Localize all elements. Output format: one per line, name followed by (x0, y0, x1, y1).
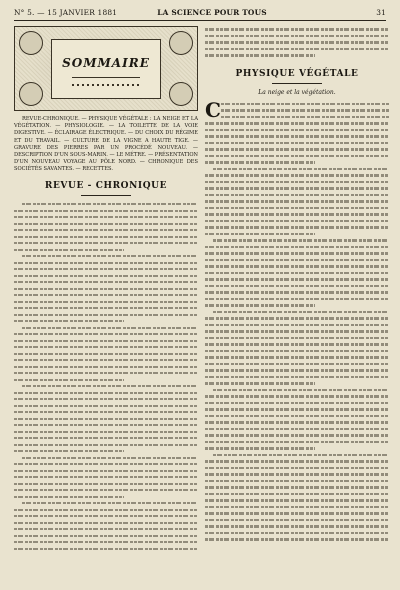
article-continued (205, 26, 389, 59)
right-column (205, 26, 389, 543)
drop-cap: C (205, 97, 221, 122)
sommaire-title: SOMMAIRE (62, 56, 150, 70)
article-first-lines (221, 101, 389, 121)
sommaire-frame (51, 39, 161, 99)
article-body-physique (205, 120, 389, 543)
ornament-corner (169, 82, 193, 106)
ornament-corner (19, 82, 43, 106)
divider (81, 195, 131, 196)
issue-number: N° 5. — 15 JANVIER 1881 (14, 8, 118, 17)
article-opening (205, 97, 389, 122)
divider (272, 83, 322, 84)
ornament-corner (19, 31, 43, 55)
section-title-physique: PHYSIQUE VÉGÉTALE (235, 68, 359, 79)
journal-title: LA SCIENCE POUR TOUS (157, 8, 267, 17)
ornament-corner (169, 31, 193, 55)
section-title-revue: REVUE - CHRONIQUE (44, 180, 168, 191)
article-subtitle: La neige et la végétation. (258, 88, 336, 96)
page-number: 31 (376, 8, 386, 17)
decorative-ornament (72, 77, 140, 92)
sommaire-contents: REVUE-CHRONIQUE. — PHYSIQUE VÉGÉTALE : LA NEIGE ET LA VÉGÉTATION. — PHYSIOLOGIE. — LA TOILETTE DE LA VOIE DIGESTIVE. — ÉCLAIRAGE ÉLECTRIQUE. — DU CHOIX DU RÉGIME ET DU TRAVAIL. — CULTURE DE LA VIGNE A HAUTE TIGE. — GRAVURE DES PIERRES PAR UN PROCÉDÉ NOUVEAU. — DESCRIPTION D'UN SOUS-MARIN. — LE MÉTRE. — PRÉSENTATION D'UN NOUVEAU VOYAGE AU PÔLE NORD. — CHRONIQUE DES SOCIÉTÉS SAVANTES. — RECETTES. (14, 116, 198, 173)
left-column (14, 26, 198, 552)
sommaire-banner (14, 26, 198, 111)
article-body-revue (14, 201, 198, 552)
page-header (14, 6, 386, 21)
